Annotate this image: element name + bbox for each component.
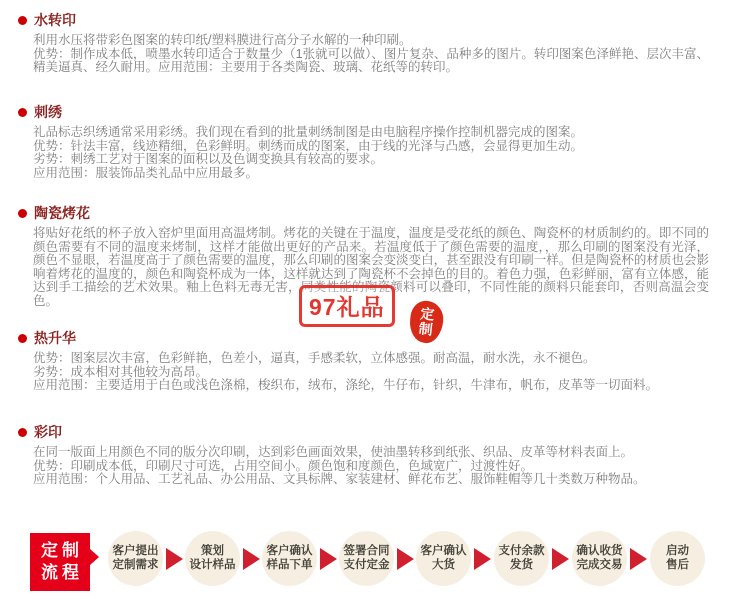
section-body [33, 446, 709, 487]
section-paragraph: 劣势：刺绣工艺对于图案的面积以及色调变换具有较高的要求。 [33, 152, 384, 167]
section-body [33, 126, 709, 180]
seal-char: 制 [417, 320, 434, 338]
step-text: 客户确认 [266, 545, 313, 557]
arrow-right-icon [243, 548, 260, 570]
bullet-icon [18, 334, 27, 343]
section-header [18, 424, 718, 440]
section-paragraph: 礼品标志织绣通常采用彩绣。我们现在看到的批量刺绣制图是由电脑程序操作控制机器完成的图案。 [33, 125, 584, 139]
process-step-2 [185, 531, 240, 586]
section-water-transfer-print [18, 12, 718, 75]
step-text: 售后 [666, 558, 689, 571]
section-paragraph: 在同一版面上用颜色不同的版分次印刷，达到彩色画面效果，使油墨转移到纸张、织品、皮革等材料表面上。 [33, 445, 634, 459]
step-text: 启动 [666, 545, 689, 557]
process-step-3 [262, 531, 317, 586]
arrow-right-icon [474, 548, 491, 570]
arrow-right-icon [320, 548, 337, 570]
section-paragraph: 优势：印刷成本低，印刷尺寸可选，占用空间小。颜色饱和度颜色，色域宽广，过渡性好。 [33, 458, 534, 473]
step-text: 样品下单 [266, 558, 313, 571]
section-paragraph: 优势：针法丰富，线迹精细，色彩鲜明。刺绣而成的图案，由于线的光泽与凸感，会显得更加生动。 [33, 138, 584, 153]
step-text: 策划 [201, 545, 224, 557]
step-text: 确认收货 [576, 545, 623, 557]
section-body [33, 352, 709, 393]
section-paragraph: 将贴好花纸的杯子放入窑炉里面用高温烤制。烤花的关键在于温度，温度是受花纸的颜色、陶瓷杯的材质制约的。即不同的颜色需要有不同的温度来烤制，这样才能做出更好的产品来。若温度低于了颜色需要的温度，，那么印刷的图案没有光泽，颜色不显眼，若温度高于了颜色需要的温度，那么印刷的图案会变淡变白，甚至跟没有印刷一样。但是陶瓷杯的材质也会影响着烤花的温度的，颜色和陶瓷杯成为一体，这样就达到了陶瓷杯不会掉色的目的。着色力强，色彩鲜丽，富有立体感，能达到手工描绘的艺术效果。釉上色料无毒无害，同类性能的陶瓷颜料可以叠印，不同性能的颜料只能套印，否则高温会变色。 [33, 226, 709, 308]
section-title: 水转印 [34, 12, 76, 28]
step-text: 设计样品 [189, 558, 236, 571]
step-text: 大货 [432, 558, 455, 571]
step-text: 发货 [510, 558, 533, 571]
bullet-icon [18, 428, 27, 437]
section-paragraph: 利用水压将带彩色图案的转印纸/塑料膜进行高分子水解的一种印刷。 [33, 33, 412, 47]
section-header [18, 330, 718, 346]
process-step-6 [494, 531, 549, 586]
process-step-1 [108, 531, 163, 586]
section-header [18, 104, 718, 120]
section-body [33, 34, 709, 75]
seal-char: 定 [419, 305, 436, 323]
arrow-right-icon [397, 548, 414, 570]
section-title: 热升华 [34, 330, 76, 346]
section-paragraph: 优势：图案层次丰富，色彩鲜艳，色差小，逼真，手感柔软，立体感强。耐高温，耐水洗，永不褪色。 [33, 351, 596, 365]
section-paragraph: 应用范围：主要适用于白色或浅色涤棉，梭织布，绒布，涤纶，牛仔布，针织，牛津布，帆布，皮革等一切面料。 [33, 378, 659, 393]
section-title: 彩印 [34, 424, 62, 440]
process-step-8 [650, 531, 705, 586]
section-title: 刺绣 [34, 104, 62, 120]
section-paragraph: 劣势：成本相对其他较为高昂。 [33, 364, 209, 379]
step-text: 完成交易 [576, 558, 623, 571]
section-paragraph: 应用范围：服装饰品类礼品中应用最多。 [33, 165, 259, 180]
process-step-5 [416, 531, 471, 586]
watermark-brand: 97礼品 [299, 285, 395, 327]
section-title: 陶瓷烤花 [34, 205, 90, 221]
flow-label-line: 定制 [41, 541, 83, 560]
section-header [18, 205, 718, 221]
process-step-4 [339, 531, 394, 586]
section-paragraph: 优势：制作成本低，喷墨水转印适合于数量少（1张就可以做）、图片复杂、品种多的图片。转印图案色泽鲜艳、层次丰富、精美逼真、经久耐用。应用范围：主要用于各类陶瓷、玻璃、花纸等的转印。 [33, 46, 709, 75]
step-text: 支付定金 [343, 558, 390, 571]
step-text: 支付余款 [498, 545, 545, 557]
custom-process-flow [0, 528, 750, 598]
process-step-7 [572, 531, 627, 586]
step-text: 客户提出 [112, 545, 159, 557]
bullet-icon [18, 16, 27, 25]
arrow-right-icon [166, 548, 183, 570]
arrow-right-icon [552, 548, 569, 570]
section-header [18, 12, 718, 28]
step-text: 签署合同 [343, 545, 390, 557]
section-color-print [18, 424, 718, 487]
bullet-icon [18, 209, 27, 218]
arrow-right-icon [90, 549, 99, 565]
section-paragraph: 应用范围：个人用品、工艺礼品、办公用品、文具标牌、家装建材、鲜花布艺、服饰鞋帽等几十类数万种物品。 [33, 472, 646, 487]
step-text: 客户确认 [420, 545, 467, 557]
section-thermal-sublimation [18, 330, 718, 393]
flow-label-line: 流程 [41, 563, 83, 582]
process-flow-label [30, 533, 90, 591]
section-embroidery [18, 104, 718, 180]
bullet-icon [18, 108, 27, 117]
arrow-right-icon [630, 548, 647, 570]
step-text: 定制需求 [112, 558, 159, 571]
